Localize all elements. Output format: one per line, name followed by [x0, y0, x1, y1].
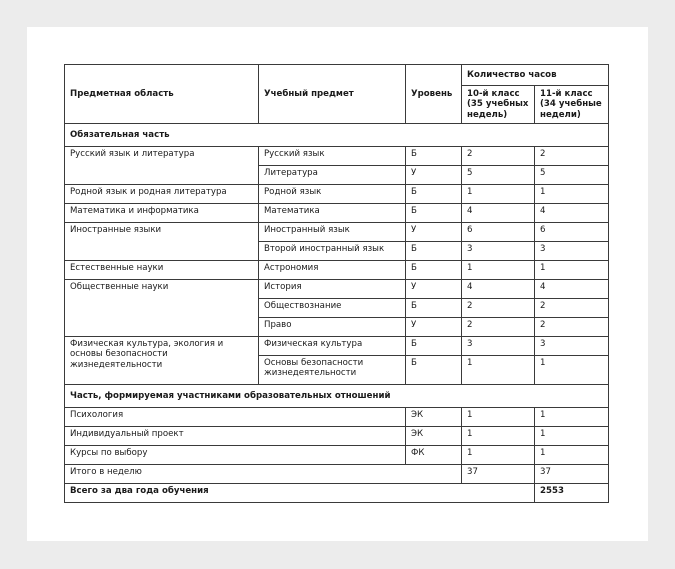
header-hours: Количество часов: [462, 65, 609, 86]
area-cell: Иностранные языки: [65, 223, 259, 261]
grand-total-row: [65, 484, 609, 503]
hours-10-cell: 1: [462, 408, 535, 427]
level-cell: Б: [406, 242, 462, 261]
level-cell: Б: [406, 147, 462, 166]
weekly-total-row: [65, 465, 609, 484]
grand-total-label: Всего за два года обучения: [65, 484, 535, 503]
level-cell: Б: [406, 261, 462, 280]
hours-10-cell: 4: [462, 280, 535, 299]
section-title: Обязательная часть: [65, 124, 609, 147]
level-cell: Б: [406, 185, 462, 204]
table-row: [65, 185, 609, 204]
optional-name-cell: Курсы по выбору: [65, 446, 406, 465]
level-cell: У: [406, 166, 462, 185]
level-cell: Б: [406, 204, 462, 223]
subject-cell: Обществознание: [259, 299, 406, 318]
hours-11-cell: 2: [535, 299, 609, 318]
hours-11-cell: 1: [535, 408, 609, 427]
hours-11-cell: 1: [535, 261, 609, 280]
hours-11-cell: 3: [535, 337, 609, 356]
level-cell: Б: [406, 337, 462, 356]
hours-10-cell: 3: [462, 242, 535, 261]
subject-cell: Физическая культура: [259, 337, 406, 356]
optional-name-cell: Индивидуальный проект: [65, 427, 406, 446]
hours-10-cell: 3: [462, 337, 535, 356]
area-cell: Русский язык и литература: [65, 147, 259, 185]
section-row-mandatory: [65, 124, 609, 147]
table-row: [65, 223, 609, 242]
area-cell: Общественные науки: [65, 280, 259, 337]
table-row: [65, 147, 609, 166]
hours-10-cell: 1: [462, 427, 535, 446]
area-cell: Математика и информатика: [65, 204, 259, 223]
level-cell: Б: [406, 299, 462, 318]
table-row: [65, 427, 609, 446]
weekly-total-10: 37: [462, 465, 535, 484]
level-cell: У: [406, 223, 462, 242]
header-subject: Учебный предмет: [259, 65, 406, 124]
subject-cell: Математика: [259, 204, 406, 223]
level-cell: ЭК: [406, 408, 462, 427]
hours-11-cell: 5: [535, 166, 609, 185]
header-grade-11: 11-й класс (34 учебные недели): [535, 86, 609, 124]
document-page: [27, 27, 648, 541]
hours-10-cell: 1: [462, 185, 535, 204]
hours-10-cell: 1: [462, 356, 535, 385]
curriculum-table: [64, 64, 609, 503]
subject-cell: История: [259, 280, 406, 299]
hours-11-cell: 1: [535, 356, 609, 385]
table-row: [65, 408, 609, 427]
subject-cell: Иностранный язык: [259, 223, 406, 242]
weekly-total-label: Итого в неделю: [65, 465, 462, 484]
hours-10-cell: 1: [462, 261, 535, 280]
subject-cell: Литература: [259, 166, 406, 185]
subject-cell: Право: [259, 318, 406, 337]
hours-11-cell: 1: [535, 185, 609, 204]
header-row: [65, 65, 609, 86]
hours-10-cell: 6: [462, 223, 535, 242]
table-row: [65, 280, 609, 299]
table-row: [65, 446, 609, 465]
header-level: Уровень: [406, 65, 462, 124]
optional-name-cell: Психология: [65, 408, 406, 427]
level-cell: Б: [406, 356, 462, 385]
hours-11-cell: 1: [535, 446, 609, 465]
subject-cell: Родной язык: [259, 185, 406, 204]
hours-11-cell: 3: [535, 242, 609, 261]
grand-total-value: 2553: [535, 484, 609, 503]
subject-cell: Основы безопасности жизнедеятельности: [259, 356, 406, 385]
level-cell: У: [406, 280, 462, 299]
hours-10-cell: 2: [462, 147, 535, 166]
hours-10-cell: 2: [462, 318, 535, 337]
hours-11-cell: 1: [535, 427, 609, 446]
section-row-optional: [65, 385, 609, 408]
hours-10-cell: 1: [462, 446, 535, 465]
header-grade-10: 10-й класс (35 учебных недель): [462, 86, 535, 124]
area-cell: Естественные науки: [65, 261, 259, 280]
header-area: Предметная область: [65, 65, 259, 124]
level-cell: У: [406, 318, 462, 337]
subject-cell: Русский язык: [259, 147, 406, 166]
table-row: [65, 337, 609, 356]
subject-cell: Второй иностранный язык: [259, 242, 406, 261]
area-cell: Физическая культура, экология и основы безопасности жизнедеятельности: [65, 337, 259, 385]
weekly-total-11: 37: [535, 465, 609, 484]
level-cell: ФК: [406, 446, 462, 465]
section-title: Часть, формируемая участниками образовательных отношений: [65, 385, 609, 408]
hours-11-cell: 4: [535, 204, 609, 223]
hours-10-cell: 4: [462, 204, 535, 223]
hours-11-cell: 6: [535, 223, 609, 242]
hours-10-cell: 5: [462, 166, 535, 185]
area-cell: Родной язык и родная литература: [65, 185, 259, 204]
level-cell: ЭК: [406, 427, 462, 446]
table-row: [65, 204, 609, 223]
hours-10-cell: 2: [462, 299, 535, 318]
hours-11-cell: 2: [535, 318, 609, 337]
subject-cell: Астрономия: [259, 261, 406, 280]
table-row: [65, 261, 609, 280]
hours-11-cell: 4: [535, 280, 609, 299]
hours-11-cell: 2: [535, 147, 609, 166]
